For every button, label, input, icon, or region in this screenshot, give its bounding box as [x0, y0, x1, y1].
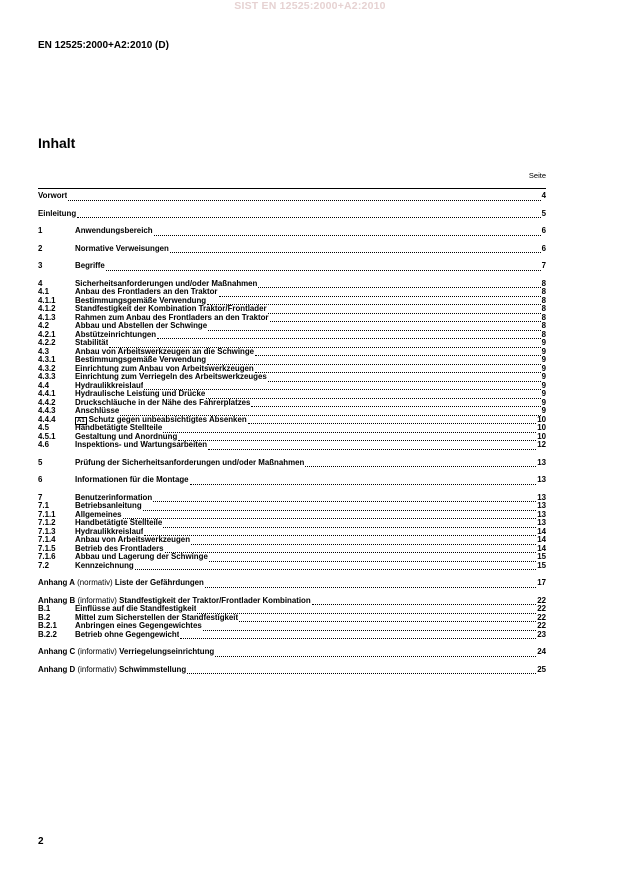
toc-entry-text: Mittel zum Sicherstellen der Standfestigkeit — [75, 613, 239, 622]
table-of-contents — [38, 188, 546, 674]
toc-dot-leader — [268, 307, 541, 314]
toc-dot-leader — [123, 512, 537, 519]
toc-annex-title: Schwimmstellung — [119, 665, 187, 674]
toc-entry-text: Benutzerinformation — [75, 493, 153, 502]
toc-dot-leader — [209, 555, 536, 562]
toc-entry-title — [38, 597, 311, 606]
toc-entry[interactable] — [38, 245, 546, 254]
toc-entry-title — [75, 373, 267, 382]
toc-entry-title — [75, 382, 143, 391]
toc-entry[interactable] — [38, 407, 546, 416]
toc-page-number: 12 — [537, 440, 546, 449]
toc-entry-number: 4.1.2 — [38, 304, 56, 313]
toc-dot-leader — [135, 563, 536, 570]
toc-dot-leader — [248, 417, 537, 424]
toc-entry-title — [75, 614, 238, 623]
toc-page-number: 13 — [537, 457, 546, 467]
toc-entry-number: 4.6 — [38, 440, 49, 449]
toc-entry-title: Vorwort — [38, 192, 68, 200]
toc-entry-title — [75, 322, 207, 331]
toc-entry-number: 7.1.5 — [38, 543, 56, 553]
toc-entry[interactable] — [38, 459, 546, 468]
toc-entry-title — [75, 407, 119, 416]
toc-page-number: 13 — [537, 518, 546, 527]
toc-entry-title — [38, 579, 204, 588]
toc-entry-number: 4 — [38, 278, 43, 288]
toc-entry-text: Handbetätigte Stellteile — [75, 519, 163, 527]
toc-entry-title — [75, 553, 208, 562]
toc-entry[interactable] — [38, 210, 546, 219]
toc-entry[interactable] — [38, 288, 546, 297]
toc-entry-title — [75, 365, 254, 374]
toc-entry-title — [75, 459, 304, 468]
toc-entry-number: 4.2 — [38, 321, 49, 330]
toc-entry-title — [75, 227, 153, 236]
toc-dot-leader — [170, 246, 541, 253]
toc-entry-title — [75, 605, 196, 614]
toc-dot-leader — [106, 264, 541, 271]
toc-entry-number: 5 — [38, 457, 43, 467]
toc-dot-leader — [215, 650, 536, 657]
toc-dot-leader — [68, 194, 540, 201]
toc-entry-text: Einrichtung zum Verriegeln des Arbeitswerkzeuges — [75, 373, 267, 381]
toc-dot-leader — [219, 290, 541, 297]
toc-entry-number: 2 — [38, 243, 43, 253]
toc-entry[interactable] — [38, 305, 546, 314]
toc-entry-title — [75, 390, 205, 399]
toc-entry-number: 4.5.1 — [38, 431, 56, 441]
toc-entry-text: Inspektions- und Wartungsarbeiten — [75, 441, 208, 449]
toc-entry-text: Anbau von Arbeitswerkzeugen — [75, 536, 191, 544]
toc-entry[interactable] — [38, 545, 546, 554]
toc-entry-text: Anwendungsbereich — [75, 227, 153, 235]
toc-dot-leader — [197, 607, 536, 614]
toc-entry[interactable] — [38, 365, 546, 374]
amendment-marker-icon: A1 — [77, 417, 85, 424]
toc-page-number: 9 — [541, 372, 546, 381]
toc-entry-number: 3 — [38, 261, 43, 270]
toc-entry[interactable] — [38, 356, 546, 365]
toc-entry[interactable] — [38, 331, 546, 340]
toc-entry-title — [75, 348, 254, 357]
toc-entry-text: Abbau und Lagerung der Schwinge — [75, 553, 208, 561]
toc-page-number: 24 — [537, 647, 546, 656]
toc-entry-title — [75, 262, 105, 271]
toc-entry-text: Gestaltung und Anordnung — [75, 432, 178, 441]
toc-page-number: 4 — [541, 191, 546, 200]
toc-entry-number: 4.4.2 — [38, 397, 56, 407]
toc-page-number: 8 — [541, 304, 546, 313]
toc-entry[interactable] — [38, 476, 546, 485]
toc-dot-leader — [251, 400, 540, 407]
toc-entry[interactable] — [38, 622, 546, 631]
toc-entry-text: Begriffe — [75, 262, 105, 270]
toc-entry[interactable] — [38, 614, 546, 623]
toc-page-number: 7 — [541, 261, 546, 270]
toc-entry-number: 4.4 — [38, 380, 49, 390]
toc-entry-number: 4.3.3 — [38, 372, 56, 381]
toc-entry-text: Anschlüsse — [75, 407, 120, 415]
toc-dot-leader — [153, 495, 536, 502]
toc-entry[interactable] — [38, 511, 546, 520]
toc-entry[interactable] — [38, 648, 546, 657]
toc-annex-label: Anhang A — [38, 579, 75, 587]
toc-entry[interactable] — [38, 416, 546, 425]
toc-page-number: 8 — [541, 312, 546, 322]
toc-entry[interactable] — [38, 399, 546, 408]
toc-entry-title — [75, 433, 177, 442]
toc-dot-leader — [143, 504, 537, 511]
toc-dot-leader — [255, 366, 541, 373]
toc-entry-title — [75, 622, 202, 631]
toc-entry-text: Informationen für die Montage — [75, 476, 189, 484]
toc-entry[interactable] — [38, 528, 546, 537]
toc-entry[interactable] — [38, 494, 546, 503]
toc-page-number: 10 — [537, 414, 546, 424]
toc-page-number: 13 — [537, 475, 546, 484]
toc-entry-text: Hydraulikkreislauf — [75, 381, 144, 390]
toc-page-number: 15 — [537, 560, 546, 570]
toc-entry-title — [75, 288, 218, 297]
toc-page-number: 13 — [537, 501, 546, 510]
toc-entry-title — [75, 528, 143, 537]
toc-entry-number: 7.1.6 — [38, 552, 56, 561]
toc-entry-text: Anbringen eines Gegengewichtes — [75, 622, 202, 630]
toc-dot-leader — [77, 211, 540, 218]
toc-page-number: 9 — [541, 346, 546, 356]
toc-dot-leader — [207, 298, 541, 305]
toc-page-number: 13 — [537, 509, 546, 519]
toc-entry-title — [75, 356, 206, 365]
toc-annex-qualifier: (informativ) — [75, 665, 120, 674]
toc-entry-text: Einrichtung zum Anbau von Arbeitswerkzeugen — [75, 364, 254, 373]
toc-annex-title: Verriegelungseinrichtung — [119, 648, 215, 656]
toc-entry-text: Einflüsse auf die Standfestigkeit — [75, 605, 197, 613]
toc-entry-number: 7.1.2 — [38, 518, 56, 527]
toc-entry-text: Handbetätigte Stellteile — [75, 424, 163, 432]
toc-entry[interactable] — [38, 339, 546, 348]
toc-dot-leader — [154, 229, 541, 236]
toc-entry-title — [75, 536, 190, 545]
toc-entry-text: Abstützeinrichtungen — [75, 330, 157, 339]
toc-page-number: 10 — [537, 423, 546, 432]
toc-dot-leader — [178, 434, 536, 441]
toc-page-number: 17 — [537, 578, 546, 587]
toc-annex-label: Anhang D — [38, 665, 76, 674]
toc-entry[interactable] — [38, 314, 546, 323]
toc-entry[interactable] — [38, 631, 546, 640]
toc-page-number: 9 — [541, 397, 546, 407]
toc-entry-text: Betriebsanleitung — [75, 502, 142, 510]
toc-dot-leader — [305, 460, 536, 467]
toc-entry-text: Abbau und Abstellen der Schwinge — [75, 322, 208, 330]
toc-page-number: 8 — [541, 278, 546, 288]
toc-dot-leader — [157, 332, 541, 339]
toc-entry-number: 4.2.2 — [38, 338, 56, 347]
toc-entry-number: 4.5 — [38, 423, 49, 432]
toc-annex-qualifier: (informativ) — [75, 596, 120, 605]
toc-entry-title — [75, 331, 156, 340]
toc-entry-number: 7.1.1 — [38, 509, 56, 519]
toc-entry[interactable] — [38, 536, 546, 545]
toc-page-number: 13 — [537, 492, 546, 502]
toc-dot-leader — [208, 324, 541, 331]
toc-entry-number: 1 — [38, 226, 43, 235]
toc-entry-text: Normative Verweisungen — [75, 244, 169, 253]
watermark: SIST EN 12525:2000+A2:2010 — [234, 0, 386, 12]
toc-entry[interactable] — [38, 348, 546, 357]
toc-entry-title — [75, 631, 179, 640]
toc-page-number: 9 — [541, 389, 546, 398]
toc-entry[interactable] — [38, 666, 546, 675]
toc-page-number: 9 — [541, 363, 546, 373]
page-title: Inhalt — [38, 135, 76, 151]
toc-entry-title: Einleitung — [38, 209, 77, 218]
toc-entry[interactable] — [38, 373, 546, 382]
toc-entry[interactable] — [38, 579, 546, 588]
toc-entry-number: 7.2 — [38, 560, 49, 570]
toc-entry-number: B.1 — [38, 604, 51, 613]
toc-dot-leader — [180, 632, 536, 639]
toc-entry-text: Anbau des Frontladers an den Traktor — [75, 288, 218, 296]
toc-entry-text: Allgemeines — [75, 510, 122, 519]
toc-dot-leader — [144, 383, 540, 390]
page-column-label: Seite — [528, 171, 546, 180]
toc-entry-text: Druckschläuche in der Nähe des Fahrerplatzes — [75, 398, 251, 407]
toc-page-number: 22 — [537, 621, 546, 630]
toc-entry-number: 7.1.3 — [38, 526, 56, 536]
toc-entry[interactable] — [38, 519, 546, 528]
toc-entry-title — [75, 476, 189, 485]
toc-entry-title — [75, 305, 267, 314]
toc-dot-leader — [109, 341, 540, 348]
toc-entry-number: 4.1.3 — [38, 312, 56, 322]
toc-dot-leader — [255, 349, 541, 356]
toc-entry-text: Betrieb ohne Gegengewicht — [75, 630, 180, 639]
toc-entry-title — [38, 666, 186, 675]
toc-entry[interactable] — [38, 227, 546, 236]
toc-entry[interactable] — [38, 192, 546, 201]
toc-entry-title — [75, 297, 206, 306]
toc-page-number: 14 — [537, 526, 546, 536]
toc-entry-number: 4.1 — [38, 287, 49, 296]
toc-entry-title — [75, 502, 142, 511]
toc-entry-number: 7.1 — [38, 501, 49, 510]
toc-page-number: 10 — [537, 431, 546, 441]
toc-page-number: 6 — [541, 243, 546, 253]
toc-annex-label: Anhang C — [38, 648, 76, 656]
toc-dot-leader — [239, 615, 536, 622]
toc-entry[interactable] — [38, 433, 546, 442]
toc-entry-number: B.2.1 — [38, 621, 57, 630]
toc-page-number: 9 — [541, 406, 546, 415]
toc-dot-leader — [120, 409, 540, 416]
toc-entry-text: Hydraulikkreislauf — [75, 527, 144, 536]
toc-entry[interactable] — [38, 424, 546, 433]
toc-entry-number: 4.4.4 — [38, 414, 56, 424]
toc-dot-leader — [190, 478, 537, 485]
toc-entry[interactable] — [38, 262, 546, 271]
toc-entry-number: 7 — [38, 492, 43, 502]
toc-dot-leader — [205, 581, 536, 588]
toc-dot-leader — [191, 538, 536, 545]
toc-dot-leader — [258, 281, 540, 288]
toc-page-number: 8 — [541, 295, 546, 305]
toc-entry[interactable] — [38, 390, 546, 399]
toc-entry-title — [75, 280, 257, 289]
toc-entry-title — [75, 494, 152, 503]
toc-page-number: 8 — [541, 329, 546, 339]
toc-entry-title — [75, 519, 162, 528]
toc-entry-title — [75, 441, 207, 450]
toc-dot-leader — [268, 375, 541, 382]
toc-page-number: 8 — [541, 321, 546, 330]
toc-dot-leader — [187, 667, 536, 674]
toc-page-number: 25 — [537, 664, 546, 674]
toc-entry-number: 7.1.4 — [38, 535, 56, 544]
toc-page-number: 14 — [537, 535, 546, 544]
toc-entry[interactable] — [38, 441, 546, 450]
toc-entry[interactable] — [38, 605, 546, 614]
toc-entry-text: Schutz gegen unbeabsichtigtes Absenken — [88, 415, 247, 424]
toc-entry-title — [38, 648, 214, 657]
toc-page-number: 9 — [541, 338, 546, 347]
toc-entry-number: B.2 — [38, 612, 51, 622]
toc-page-number: 9 — [541, 355, 546, 364]
toc-page-number: 5 — [541, 208, 546, 218]
toc-entry-text: Betrieb des Frontladers — [75, 544, 164, 553]
toc-entry-text: Hydraulische Leistung und Drücke — [75, 390, 206, 398]
toc-entry-text: Standfestigkeit der Kombination Traktor/Frontlader — [75, 305, 267, 313]
toc-entry[interactable] — [38, 322, 546, 331]
toc-dot-leader — [144, 529, 536, 536]
toc-entry-title — [75, 245, 169, 254]
toc-entry-text: Kennzeichnung — [75, 561, 134, 570]
toc-entry-title — [75, 562, 134, 571]
toc-entry-number: 4.1.1 — [38, 295, 56, 305]
toc-entry-number: 4.3.2 — [38, 363, 56, 373]
toc-entry-number: 4.3 — [38, 346, 49, 356]
toc-annex-qualifier: (normativ) — [74, 579, 115, 587]
toc-annex-title: Liste der Gefährdungen — [114, 579, 204, 587]
page-number: 2 — [38, 836, 44, 847]
toc-entry-text: Stabilität — [75, 339, 109, 347]
document-id: EN 12525:2000+A2:2010 (D) — [38, 40, 169, 51]
toc-page-number: 23 — [537, 629, 546, 639]
toc-dot-leader — [203, 624, 537, 631]
toc-annex-title: Standfestigkeit der Traktor/Frontlader Kombination — [119, 596, 311, 605]
toc-annex-qualifier: (informativ) — [75, 648, 120, 656]
toc-entry[interactable] — [38, 382, 546, 391]
toc-entry-number: 4.3.1 — [38, 355, 56, 364]
toc-page-number: 9 — [541, 380, 546, 390]
toc-entry-title — [75, 511, 122, 520]
toc-entry-title — [75, 424, 162, 433]
toc-page-number: 15 — [537, 552, 546, 561]
toc-entry[interactable] — [38, 553, 546, 562]
toc-dot-leader — [270, 315, 541, 322]
toc-dot-leader — [163, 426, 536, 433]
toc-page-number: 8 — [541, 287, 546, 296]
toc-dot-leader — [312, 598, 537, 605]
toc-dot-leader — [163, 521, 536, 528]
toc-entry-text: Bestimmungsgemäße Verwendung — [75, 356, 207, 364]
toc-entry[interactable] — [38, 297, 546, 306]
toc-page-number: 6 — [541, 226, 546, 235]
toc-entry-text: Rahmen zum Anbau des Frontladers an den Traktor — [75, 313, 269, 322]
toc-dot-leader — [206, 392, 540, 399]
toc-page-number: 22 — [537, 604, 546, 613]
toc-entry-title — [75, 339, 108, 348]
toc-entry-title — [75, 545, 164, 554]
toc-entry-text: Anbau von Arbeitswerkzeugen an die Schwinge — [75, 347, 255, 356]
toc-entry-number: 4.2.1 — [38, 329, 56, 339]
toc-page-number: 14 — [537, 543, 546, 553]
toc-page-number: 22 — [537, 612, 546, 622]
toc-entry-number: 4.4.3 — [38, 406, 56, 415]
toc-entry-text: Sicherheitsanforderungen und/oder Maßnahmen — [75, 279, 258, 288]
toc-entry-text: Bestimmungsgemäße Verwendung — [75, 296, 207, 305]
toc-page-number: 22 — [537, 595, 546, 605]
toc-dot-leader — [208, 443, 536, 450]
toc-dot-leader — [207, 358, 541, 365]
toc-entry-text: Prüfung der Sicherheitsanforderungen und/oder Maßnahmen — [75, 458, 305, 467]
toc-entry[interactable] — [38, 280, 546, 289]
toc-entry-number: 4.4.1 — [38, 389, 56, 398]
toc-entry-title — [75, 314, 269, 323]
toc-entry-number: 6 — [38, 475, 43, 484]
toc-entry-number: B.2.2 — [38, 629, 57, 639]
toc-entry[interactable] — [38, 562, 546, 571]
toc-entry-title — [75, 399, 250, 408]
toc-entry[interactable] — [38, 502, 546, 511]
toc-entry[interactable] — [38, 597, 546, 606]
toc-annex-label: Anhang B — [38, 596, 76, 605]
toc-dot-leader — [165, 546, 537, 553]
